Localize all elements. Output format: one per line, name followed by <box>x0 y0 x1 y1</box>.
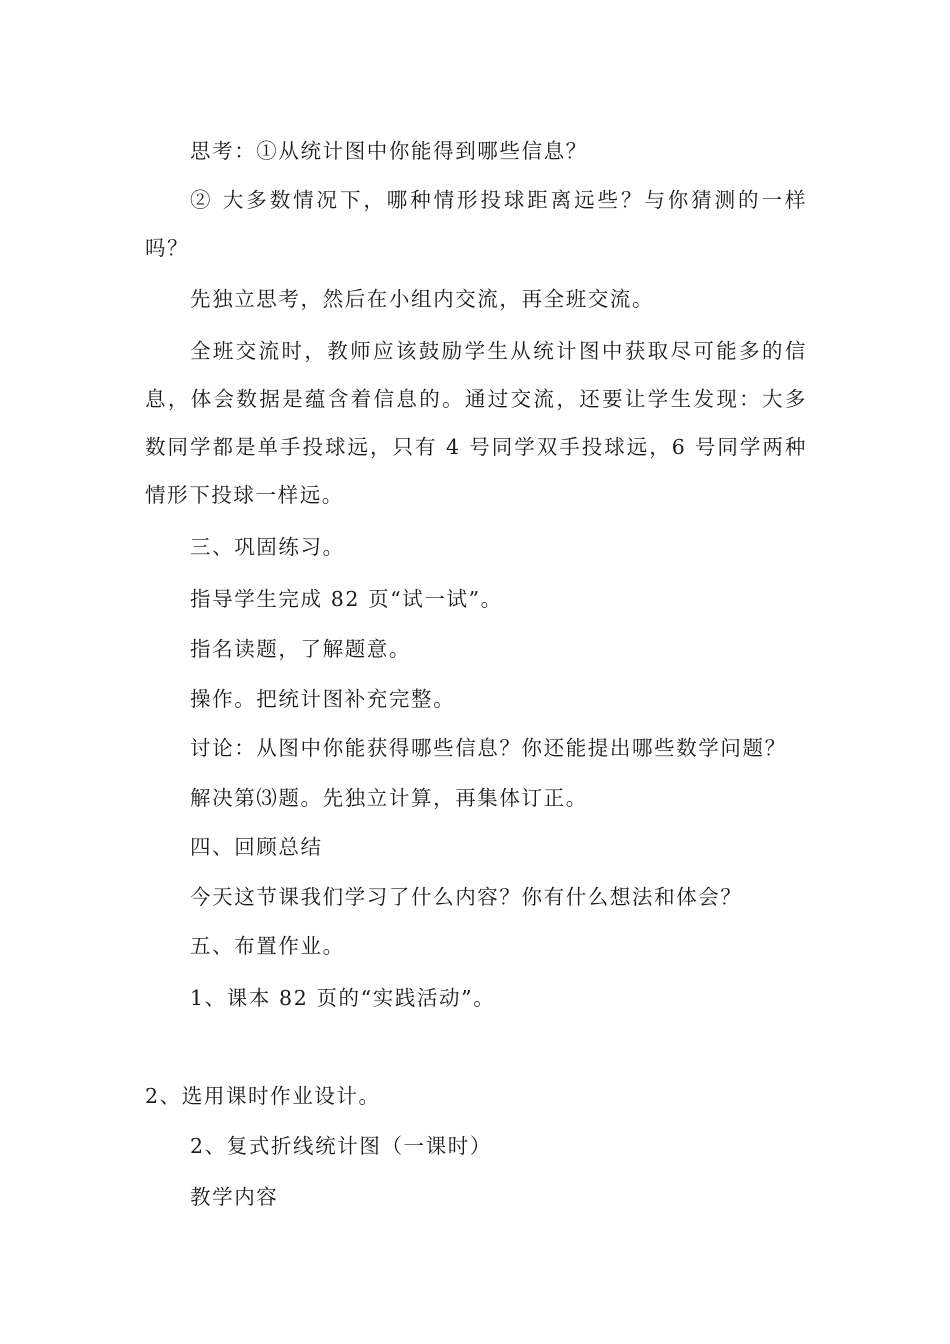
paragraph-homework-2: 2、选用课时作业设计。 <box>145 1084 381 1108</box>
paragraph-read: 指名读题，了解题意。 <box>190 637 411 661</box>
paragraph-homework-1: 1、课本 82 页的“实践活动”。 <box>190 986 496 1010</box>
paragraph-guide: 指导学生完成 82 页“试一试”。 <box>190 587 503 611</box>
section-heading-homework: 五、布置作业。 <box>190 934 345 958</box>
paragraph-teaching-content: 教学内容 <box>190 1185 279 1209</box>
paragraph-class-exchange: 全班交流时，教师应该鼓励学生从统计图中获取尽可能多的信息，体会数据是蕴含着信息的。通过交流，还要让学生发现：大多数同学都是单手投球远，只有 4 号同学双手投球远，6 号同学两种情形下投球一样远。 <box>145 339 807 507</box>
paragraph-discuss: 先独立思考，然后在小组内交流，再全班交流。 <box>190 287 655 311</box>
paragraph-question-2: ② 大多数情况下，哪种情形投球距离远些？与你猜测的一样吗？ <box>145 188 807 260</box>
section-heading-review: 四、回顾总结 <box>190 835 323 859</box>
section-heading-practice: 三、巩固练习。 <box>190 535 345 559</box>
paragraph-think: 思考：①从统计图中你能得到哪些信息？ <box>190 139 588 163</box>
paragraph-discussion: 讨论：从图中你能获得哪些信息？你还能提出哪些数学问题？ <box>190 736 787 760</box>
paragraph-operate: 操作。把统计图补充完整。 <box>190 687 456 711</box>
paragraph-solve: 解决第⑶题。先独立计算，再集体订正。 <box>190 786 588 810</box>
paragraph-today: 今天这节课我们学习了什么内容？你有什么想法和体会？ <box>190 885 743 909</box>
paragraph-lesson-title: 2、复式折线统计图（一课时） <box>190 1134 492 1158</box>
